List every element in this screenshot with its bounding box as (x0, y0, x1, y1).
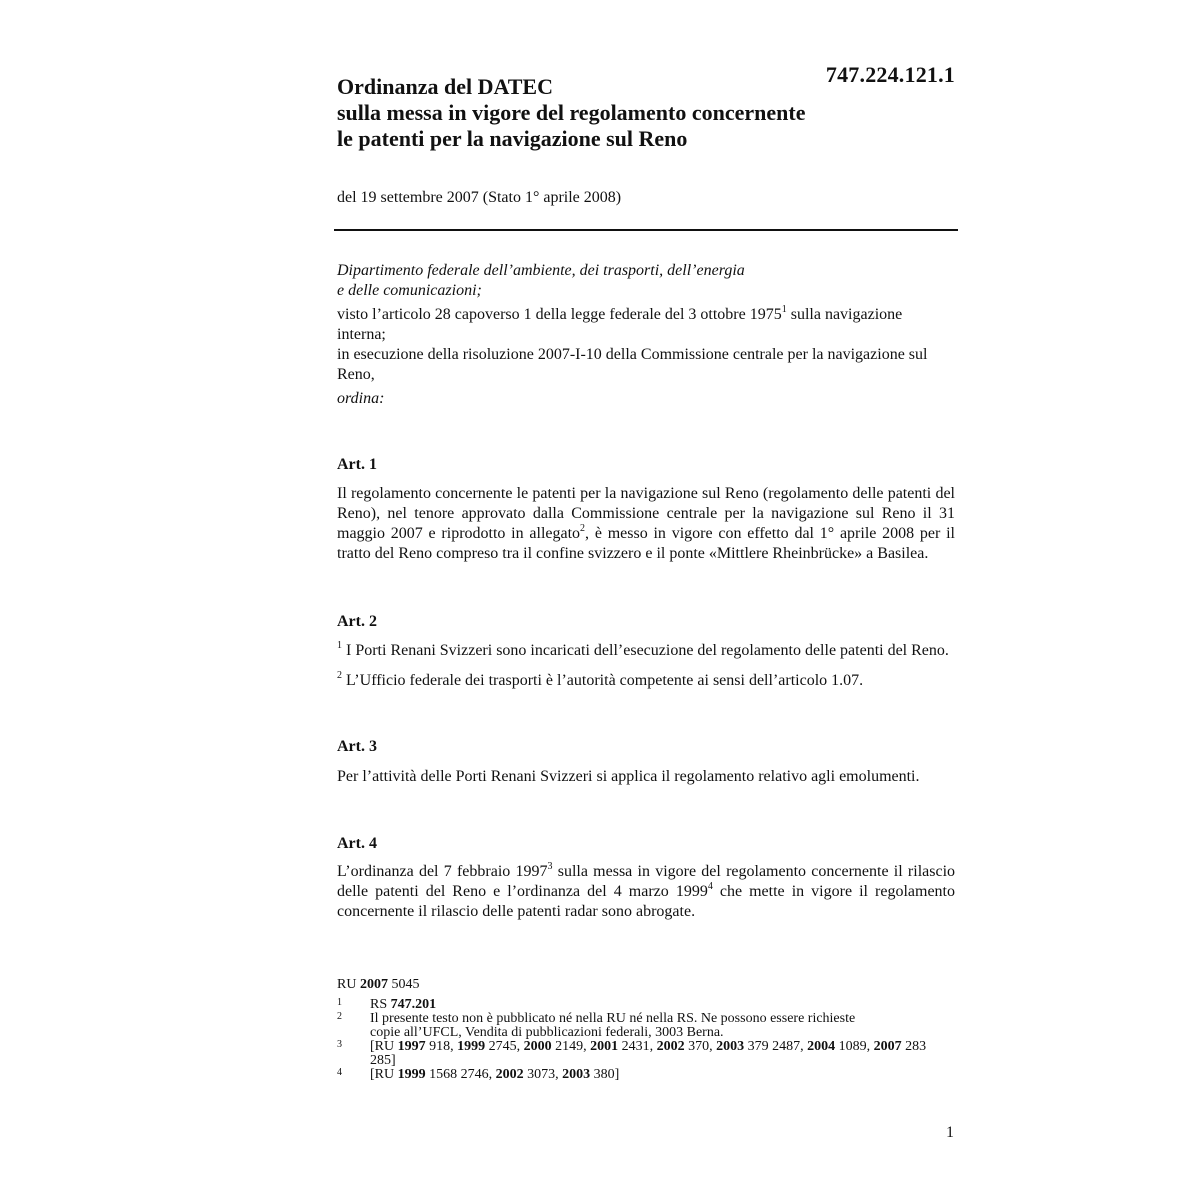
article-3-text (337, 767, 955, 793)
article-1-text-a: Il regolamento concernente le patenti per la navigazione sul Reno (regolamento delle patenti del Reno), nel tenore approvato dalla Commissione centrale per la navigazione sul Reno il 31 maggio 2007 e riprodotto in allegato (337, 485, 955, 542)
authority-line-1: Dipartimento federale dell’ambiente, dei trasporti, dell’energia (337, 262, 745, 279)
footnote-2-line-1: Il presente testo non è pubblicato né nella RU né nella RS. Ne possono essere richieste (370, 1011, 856, 1026)
article-2-paragraph-2: L’Ufficio federale dei trasporti è l’autorità competente ai sensi dell’articolo 1.07. (342, 672, 864, 689)
title-line-3: le patenti per la navigazione sul Reno (337, 126, 688, 151)
footnote-1-prefix: RS (370, 997, 391, 1012)
fn3-part-7: 2001 (590, 1039, 619, 1054)
fn3-part-14: 1089, (835, 1039, 874, 1054)
article-2-heading: Art. 2 (337, 613, 377, 630)
article-4-text (337, 862, 955, 928)
footnote-3-text (370, 1040, 955, 1068)
footnote-ref[interactable]: 2 (580, 522, 586, 534)
fn4-part-1: 1999 (397, 1067, 426, 1082)
page-number: 1 (946, 1124, 954, 1141)
paragraph-number: 2 (337, 669, 342, 681)
ru-reference (337, 978, 955, 992)
fn3-part-10: 370, (684, 1039, 717, 1054)
footnote-2-line-2: copie all’UFCL, Vendita di pubblicazioni federali, 3003 Berna. (370, 1025, 724, 1040)
footnote-3 (337, 1040, 955, 1068)
article-4-text-c: che mette in vigore il regolamento concernente il rilascio delle patenti radar sono abrogate. (337, 883, 956, 920)
fn3-part-0: [RU (370, 1039, 398, 1054)
fn3-part-5: 2000 (523, 1039, 552, 1054)
paragraph-number: 1 (337, 639, 342, 651)
fn3-part-8: 2431, (618, 1039, 657, 1054)
fn3-part-16: 283 285] (370, 1039, 927, 1068)
fn3-part-11: 2003 (716, 1039, 745, 1054)
fn4-part-6: 380] (590, 1067, 620, 1082)
article-4-heading: Art. 4 (337, 835, 377, 852)
fn4-part-0: [RU (370, 1067, 398, 1082)
fn3-part-2: 918, (425, 1039, 458, 1054)
visto-text-end: sulla navigazione interna; (337, 306, 903, 343)
fn4-part-3: 2002 (495, 1067, 524, 1082)
ru-year: 2007 (359, 977, 388, 992)
title-line-1: Ordinanza del DATEC (337, 74, 553, 99)
article-3-heading: Art. 3 (337, 738, 377, 755)
article-2-paragraph-1: I Porti Renani Svizzeri sono incaricati dell’esecuzione del regolamento delle patenti del Reno. (342, 642, 949, 659)
article-1-text-b: , è messo in vigore con effetto dal 1° aprile 2008 per il tratto del Reno compreso tra il confine svizzero e il ponte «Mittlere Rheinbrücke» a Basilea. (337, 525, 956, 562)
ordina-label: ordina: (337, 390, 385, 407)
footnote-ref[interactable]: 1 (781, 303, 787, 315)
footnote-number: 1 (337, 997, 342, 1008)
visto-clause (337, 305, 955, 345)
footnote-1-sr: 747.201 (390, 997, 437, 1012)
fn3-part-15: 2007 (873, 1039, 902, 1054)
document-title (337, 74, 897, 152)
article-2-text (337, 641, 955, 697)
fn3-part-13: 2004 (807, 1039, 836, 1054)
fn4-part-5: 2003 (562, 1067, 591, 1082)
footnote-1 (337, 998, 955, 1012)
footnote-number: 3 (337, 1039, 342, 1050)
visto-text: visto l’articolo 28 capoverso 1 della legge federale del 3 ottobre 1975 (337, 306, 782, 323)
article-1-heading: Art. 1 (337, 456, 377, 473)
footnote-ref[interactable]: 4 (707, 880, 713, 892)
header-divider (334, 229, 958, 231)
fn3-part-1: 1997 (397, 1039, 426, 1054)
fn4-part-4: 3073, (523, 1067, 563, 1082)
fn3-part-4: 2745, (485, 1039, 524, 1054)
fn3-part-12: 379 2487, (744, 1039, 808, 1054)
fn3-part-3: 1999 (457, 1039, 486, 1054)
footnote-4-text (370, 1068, 955, 1082)
authority-line-2: e delle comunicazioni; (337, 282, 482, 299)
fn4-part-2: 1568 2746, (425, 1067, 496, 1082)
ru-prefix: RU (337, 977, 360, 992)
article-4-text-a: L’ordinanza del 7 febbraio 1997 (337, 863, 548, 880)
footnotes (337, 978, 955, 1082)
footnote-4 (337, 1068, 955, 1082)
sr-number: 747.224.121.1 (825, 62, 955, 87)
esecuzione-clause: in esecuzione della risoluzione 2007-I-10 della Commissione centrale per la navigazione sul Reno, (337, 346, 928, 383)
title-line-2: sulla messa in vigore del regolamento concernente (337, 100, 806, 125)
footnote-2 (337, 1012, 955, 1040)
document-date: del 19 settembre 2007 (Stato 1° aprile 2008) (337, 189, 622, 206)
article-4-text-b: sulla messa in vigore del regolamento concernente il rilascio delle patenti del Reno e l’ordinanza del 4 marzo 1999 (337, 863, 956, 900)
footnote-ref[interactable]: 3 (547, 860, 553, 872)
footnote-number: 4 (337, 1067, 342, 1078)
fn3-part-6: 2149, (551, 1039, 591, 1054)
article-3-paragraph: Per l’attività delle Porti Renani Svizzeri si applica il regolamento relativo agli emolumenti. (337, 768, 920, 785)
ru-page: 5045 (387, 977, 420, 992)
preamble (337, 261, 955, 409)
fn3-part-9: 2002 (656, 1039, 685, 1054)
article-1-text (337, 484, 955, 570)
footnote-number: 2 (337, 1011, 342, 1022)
